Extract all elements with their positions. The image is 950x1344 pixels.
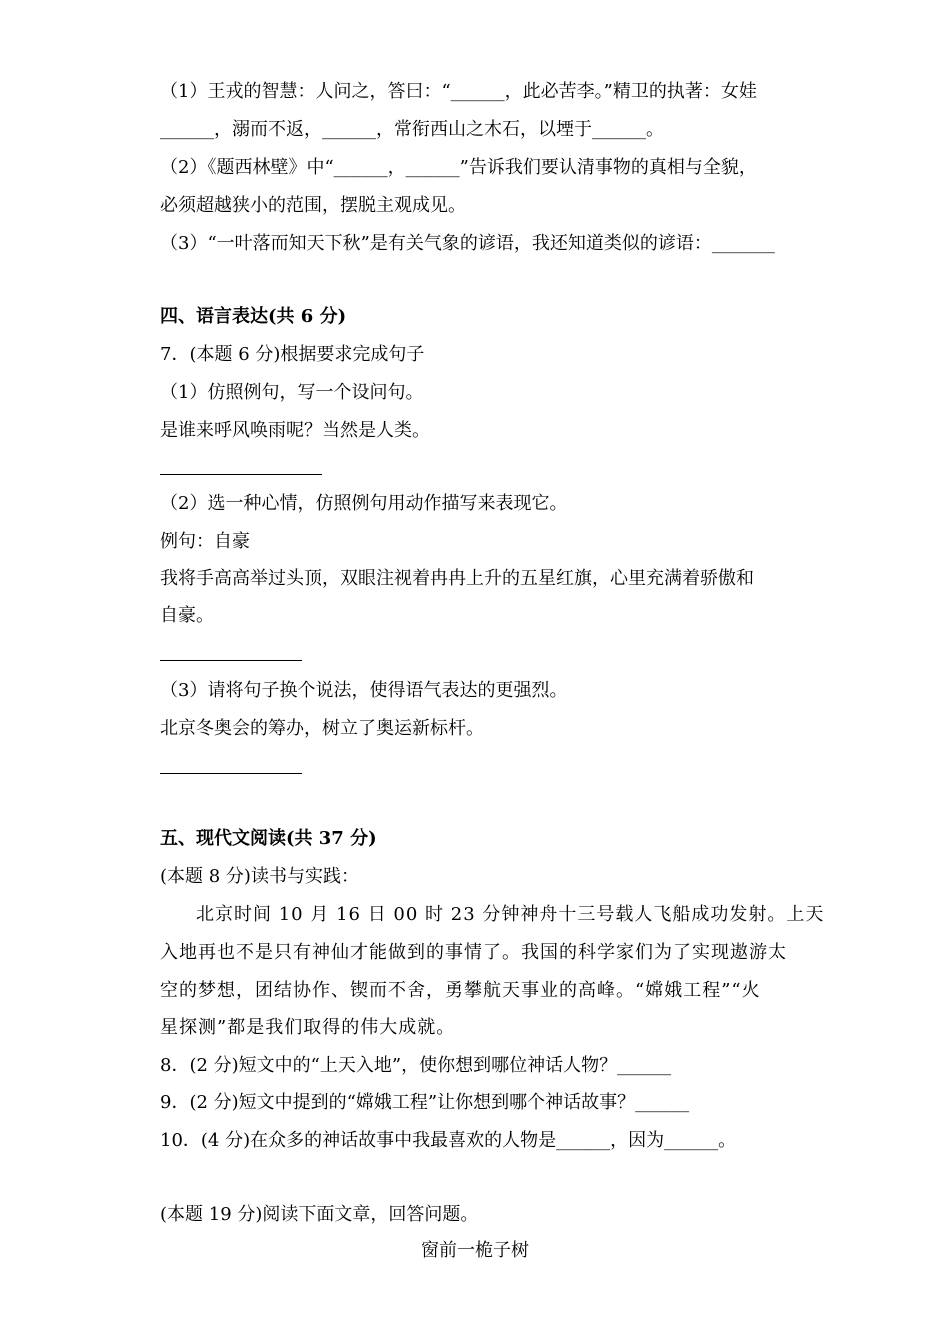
section-4-heading: 四、语言表达(共 6 分)	[160, 306, 347, 327]
question-8: 8．(2 分)短文中的“上天入地”，使你想到哪位神话人物？______	[160, 1055, 672, 1076]
part-2-intro: (本题 19 分)阅读下面文章，回答问题。	[160, 1204, 479, 1225]
q7-sub1-example: 是谁来呼风唤雨呢？当然是人类。	[160, 420, 430, 441]
answer-blank-line	[160, 773, 302, 774]
passage-line-1: 北京时间 10 月 16 日 00 时 23 分钟神舟十三号载人飞船成功发射。上天	[196, 904, 825, 925]
poetry-item-1-line-1: （1）王戎的智慧：人问之，答曰：“______，此必苦李。”精卫的执著：女娃	[160, 81, 757, 102]
poetry-item-2-line-1: （2）《题西林壁》中“______，______”告诉我们要认清事物的真相与全貌，	[160, 157, 757, 178]
part-1-intro: (本题 8 分)读书与实践：	[160, 866, 359, 887]
poetry-item-3-line-1: （3）“一叶落而知天下秋”是有关气象的谚语，我还知道类似的谚语：_______	[160, 233, 775, 254]
q7-sub1-prompt: （1）仿照例句，写一个设问句。	[160, 382, 424, 403]
q7-sub2-example-line-2: 自豪。	[160, 605, 214, 626]
passage-line-3: 空的梦想，团结协作、锲而不舍，勇攀航天事业的高峰。“嫦娥工程”“火	[160, 980, 761, 1001]
question-9: 9．(2 分)短文中提到的“嫦娥工程”让你想到哪个神话故事？______	[160, 1092, 690, 1113]
q7-sub3-prompt: （3）请将句子换个说法，使得语气表达的更强烈。	[160, 680, 568, 701]
poetry-item-1-line-2: ______，溺而不返，______，常衔西山之木石，以堙于______。	[160, 119, 664, 140]
q7-sub2-example-label: 例句：自豪	[160, 531, 250, 552]
poetry-item-2-line-2: 必须超越狭小的范围，摆脱主观成见。	[160, 195, 466, 216]
answer-blank-line	[160, 660, 302, 661]
q7-sub2-example-line-1: 我将手高高举过头顶，双眼注视着冉冉上升的五星红旗，心里充满着骄傲和	[160, 568, 754, 589]
article-title: 窗前一桅子树	[421, 1240, 529, 1261]
answer-blank-line	[160, 474, 322, 475]
q7-sub2-prompt: （2）选一种心情，仿照例句用动作描写来表现它。	[160, 493, 568, 514]
passage-line-4: 星探测”都是我们取得的伟大成就。	[160, 1017, 456, 1038]
question-10: 10．(4 分)在众多的神话故事中我最喜欢的人物是______，因为______。	[160, 1130, 737, 1151]
passage-line-2: 入地再也不是只有神仙才能做到的事情了。我国的科学家们为了实现遨游太	[160, 942, 787, 963]
question-7-title: 7．(本题 6 分)根据要求完成句子	[160, 344, 425, 365]
q7-sub3-sentence: 北京冬奥会的筹办，树立了奥运新标杆。	[160, 718, 484, 739]
section-5-heading: 五、现代文阅读(共 37 分)	[160, 828, 377, 849]
